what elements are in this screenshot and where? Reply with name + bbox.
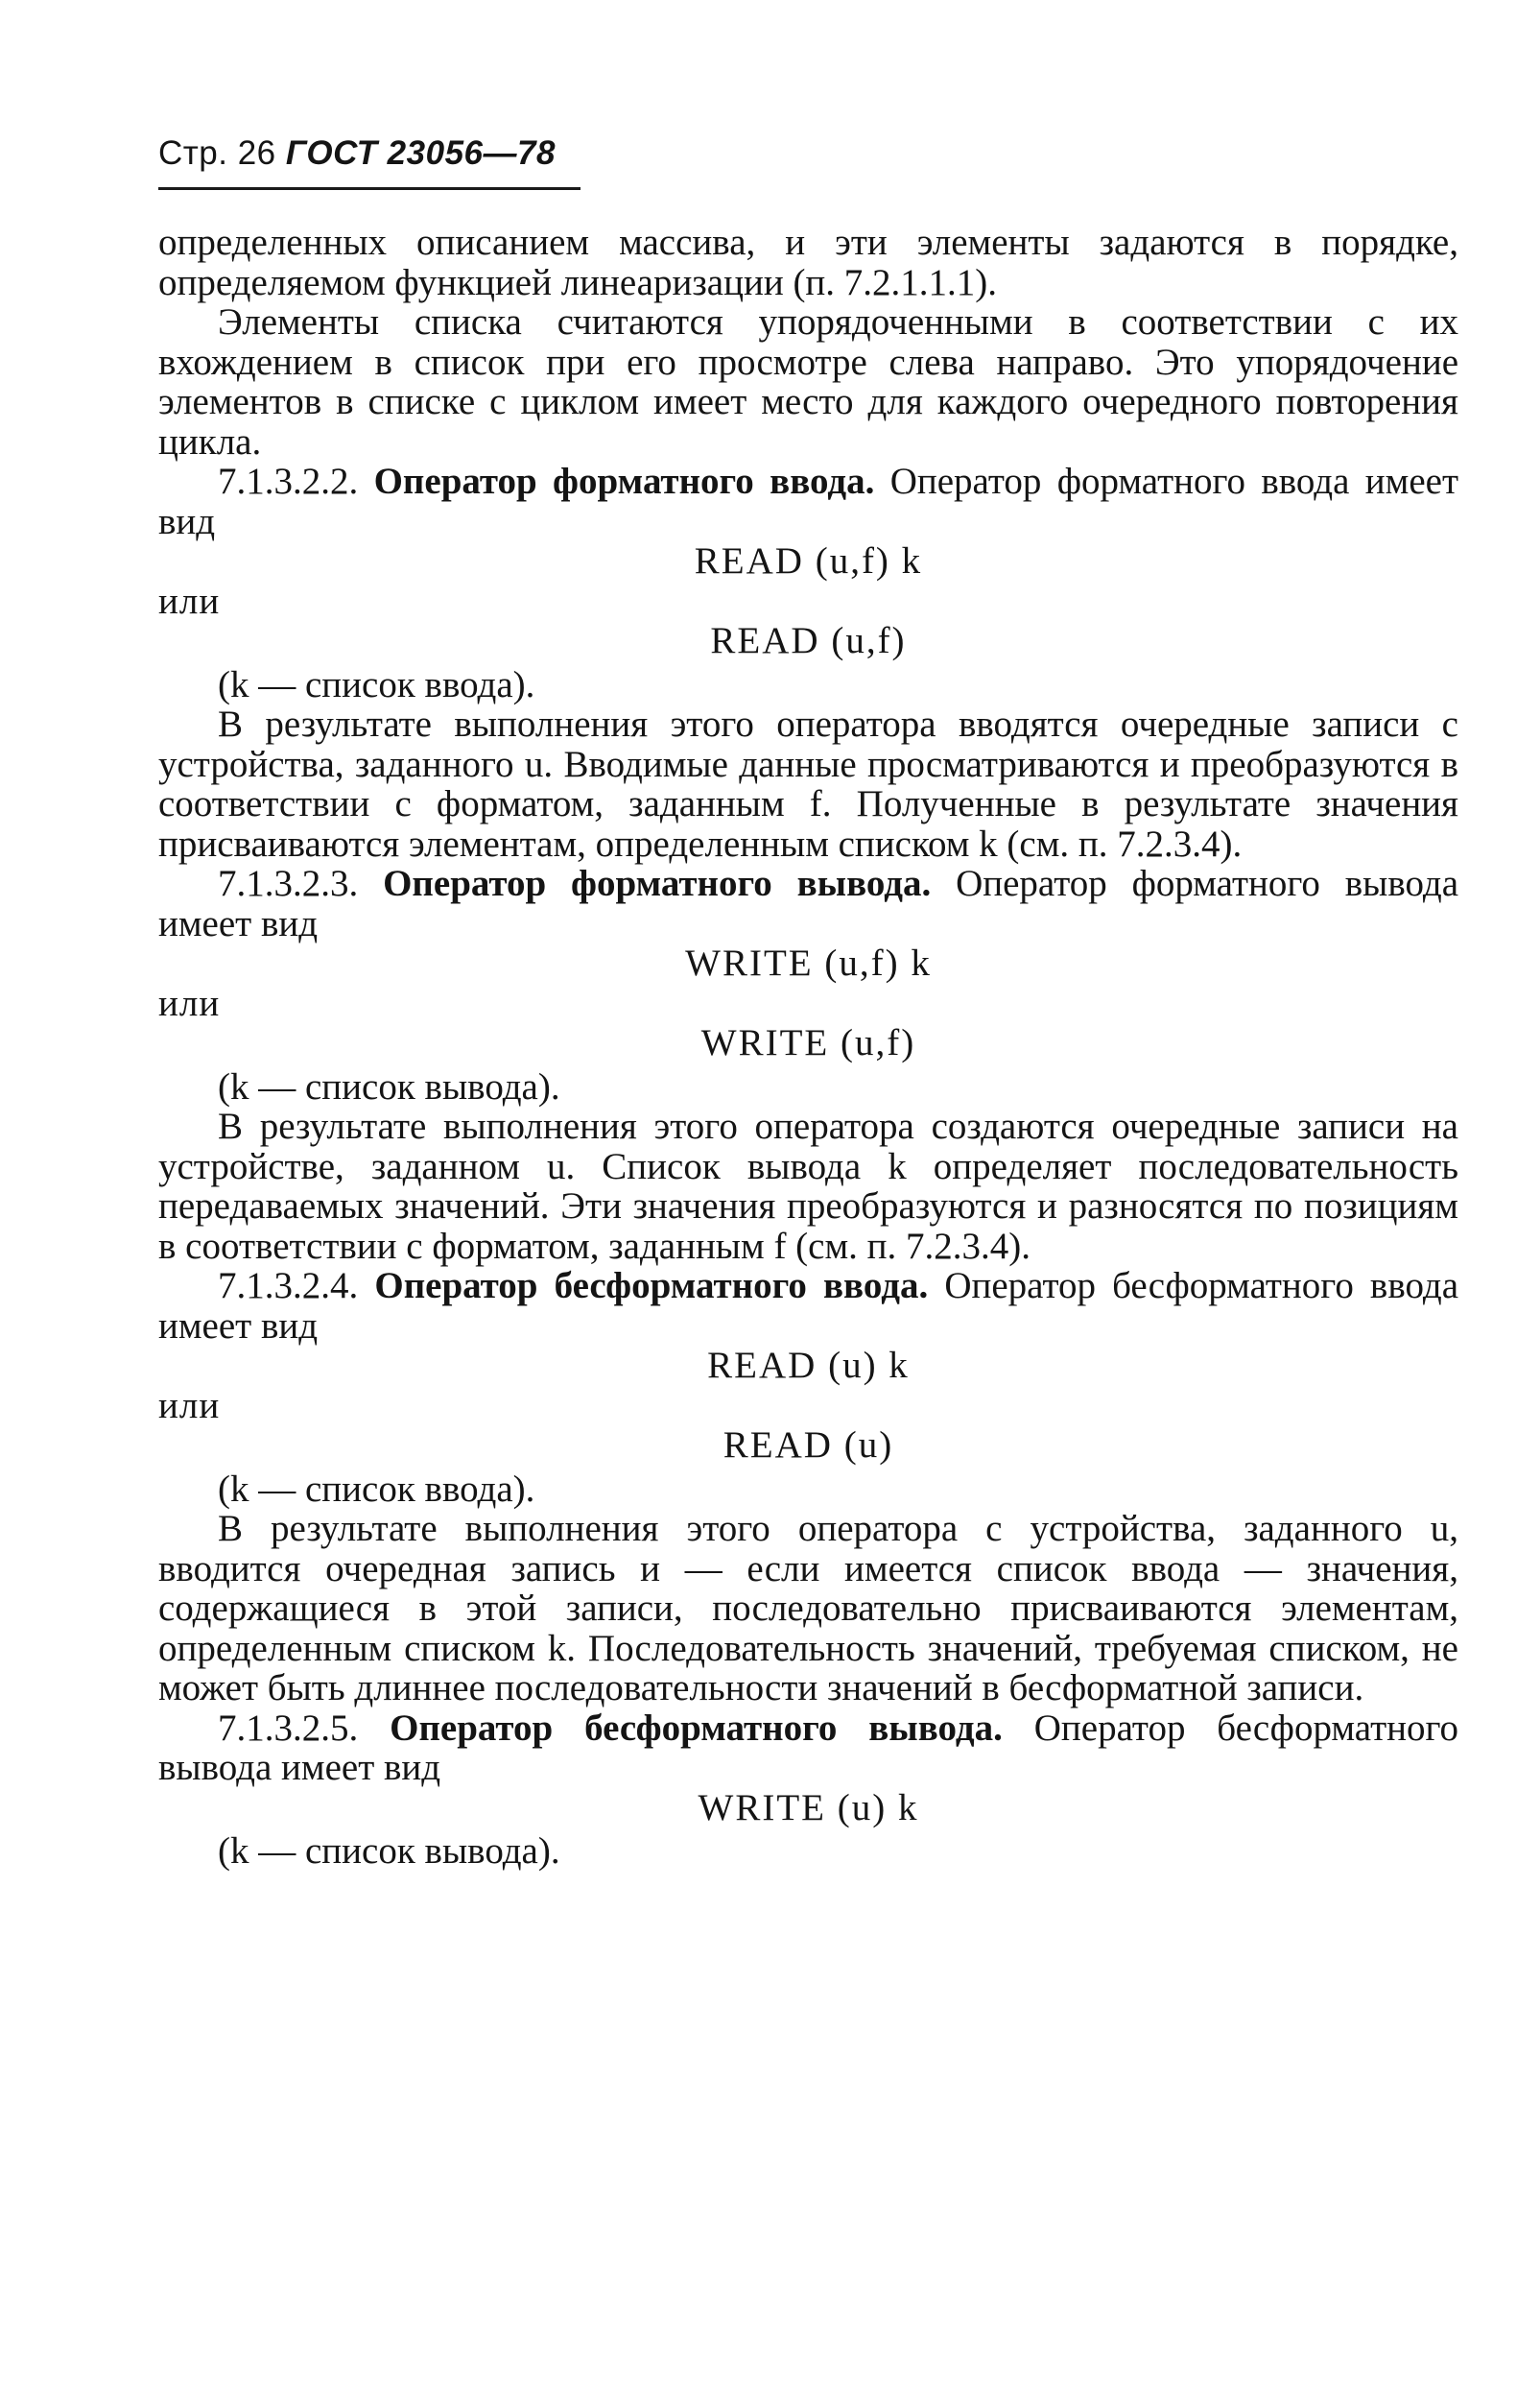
section-body: В результате выполнения этого оператора создаются очередные записи на устройстве, заданном u. Список вывода k определяет последовательность передаваемых значений. Эти значения преобразуются и разносятся по позициям в соответствии с форматом, заданным f (см. п. 7.2.3.4). — [158, 1106, 1458, 1267]
formula: WRITE (u) k — [698, 1786, 919, 1828]
paragraph-continuation: определенных описанием массива, и эти элементы задаются в порядке, определяемом функцией линеаризации (п. 7.2.1.1.1). — [158, 222, 1458, 303]
formula: WRITE (u,f) k — [685, 943, 932, 984]
section-unformatted-input — [158, 1266, 1458, 1346]
formula-note: (k — список ввода). — [218, 1468, 535, 1510]
section-title: Оператор бесформатного ввода. — [374, 1265, 929, 1306]
section-body: В результате выполнения этого оператора вводятся очередные записи с устройства, заданного u. Вводимые данные просматриваются и преобразуются в соответствии с форматом, заданным f. Полученные в результате значения присваиваются элементам, определенным списком k (см. п. 7.2.3.4). — [158, 704, 1458, 865]
section-intro: Оператор бесформатного ввода имеет вид — [158, 1265, 1459, 1347]
page-number: Стр. 26 — [158, 134, 276, 172]
section-number: 7.1.3.2.4. — [218, 1265, 359, 1306]
section-intro: Оператор форматного вывода имеет вид — [158, 863, 1459, 944]
section-number: 7.1.3.2.2. — [218, 461, 359, 502]
formula: WRITE (u,f) — [700, 1022, 916, 1063]
section-formatted-output — [158, 864, 1458, 943]
header-rule — [158, 187, 580, 190]
document-body — [158, 223, 1458, 1872]
formula: READ (u) k — [707, 1345, 910, 1386]
formula-note: (k — список ввода). — [218, 663, 535, 705]
section-intro: Оператор форматного ввода имеет вид — [158, 461, 1459, 542]
section-number: 7.1.3.2.3. — [218, 863, 359, 904]
document-code: ГОСТ 23056—78 — [285, 134, 556, 172]
or-label: или — [158, 1384, 221, 1426]
or-label: или — [158, 580, 221, 622]
section-intro: Оператор бесформатного вывода имеет вид — [158, 1707, 1459, 1788]
formula: READ (u,f) — [710, 620, 907, 661]
formula-note: (k — список вывода). — [218, 1065, 560, 1108]
formula-note: (k — список вывода). — [218, 1830, 560, 1872]
paragraph-list-order: Элементы списка считаются упорядоченными в соответствии с их вхождением в список при его просмотре слева направо. Это упорядочение элементов в списке с циклом имеет место для каждого очередного повторения цикла. — [158, 301, 1458, 463]
section-title: Оператор форматного ввода. — [373, 461, 875, 502]
page-header — [158, 134, 571, 173]
section-number: 7.1.3.2.5. — [218, 1707, 359, 1749]
section-body: В результате выполнения этого оператора с устройства, заданного u, вводится очередная запись и — если имеется список ввода — значения, содержащиеся в этой записи, последовательно присваиваются элементам, определенным списком k. Последовательность значений, требуемая списком, не может быть длиннее последовательности значений в бесформатной записи. — [158, 1508, 1458, 1708]
formula: READ (u) — [723, 1424, 894, 1466]
section-title: Оператор бесформатного вывода. — [390, 1707, 1003, 1749]
or-label: или — [158, 982, 221, 1024]
formula: READ (u,f) k — [694, 540, 923, 582]
section-formatted-input — [158, 462, 1458, 541]
section-unformatted-output — [158, 1708, 1458, 1788]
section-title: Оператор форматного вывода. — [383, 863, 932, 904]
